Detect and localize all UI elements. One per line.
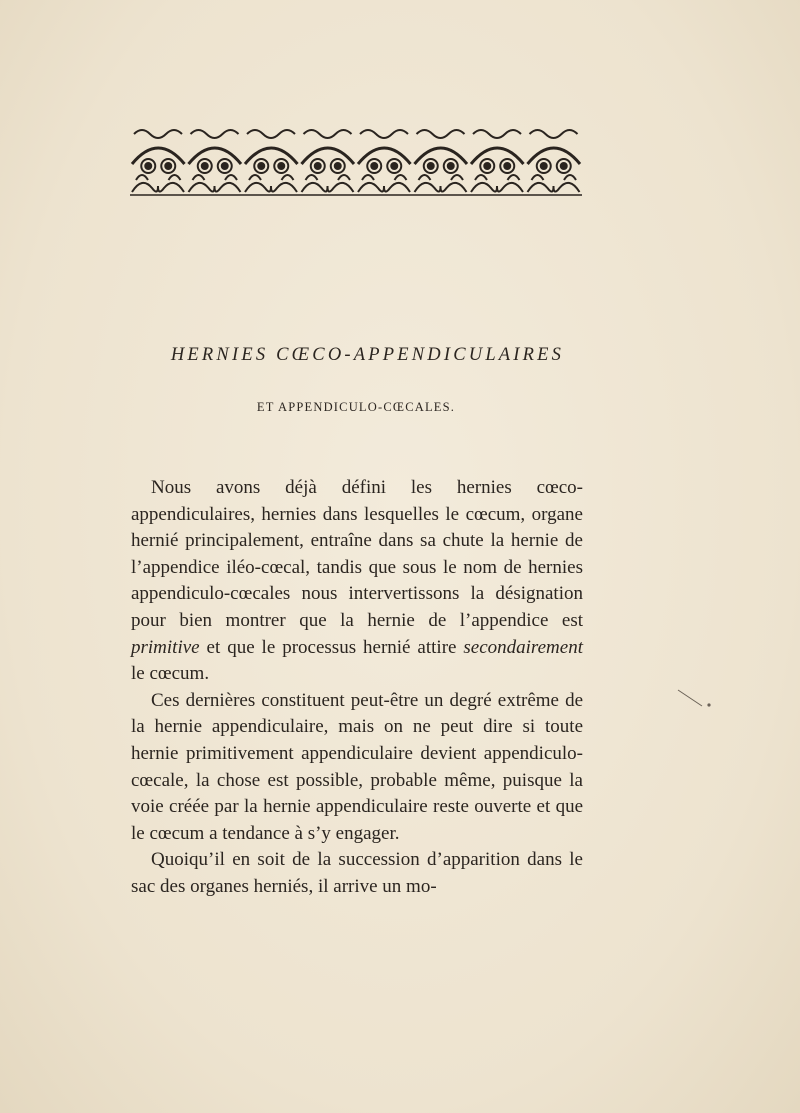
paragraph-2: Ces dernières constituent peut-être un degré extrême de la hernie appendiculaire, mais on ne peut dire si toute hernie primitivement appendiculaire devient appendiculo-cœcale, la chose est possible, probable même, puisque la voie créée par la hernie appendiculaire reste ouverte et que le cœcum a tendance à s’y engager.: [131, 689, 583, 844]
chapter-title: HERNIES CŒCO-APPENDICULAIRES: [170, 345, 565, 365]
emphasis-secondairement: secondairement: [463, 636, 583, 658]
decorative-headpiece-icon: [130, 124, 582, 196]
emphasis-primitive: primitive: [131, 636, 200, 658]
body-text: [131, 475, 583, 901]
paragraph-1: Nous avons déjà défini les hernies cœco-appendiculaires, hernies dans lesquelles le cœcum, organe hernié principalement, entraîne dans sa chute la hernie de l’appendice iléo-cœcal, tandis que sous le nom de hernies appendiculo-cœcales nous intervertissons la désignation pour bien montrer que la hernie de l’appendice est primitive et que le processus hernié attire secondairement le cœcum.: [131, 477, 583, 685]
pencil-mark-icon: [676, 688, 716, 712]
paragraph-3: Quoiqu’il en soit de la succession d’apparition dans le sac des organes herniés, il arrive un mo-: [131, 849, 583, 897]
chapter-subtitle: ET APPENDICULO-CŒCALES.: [256, 400, 456, 414]
